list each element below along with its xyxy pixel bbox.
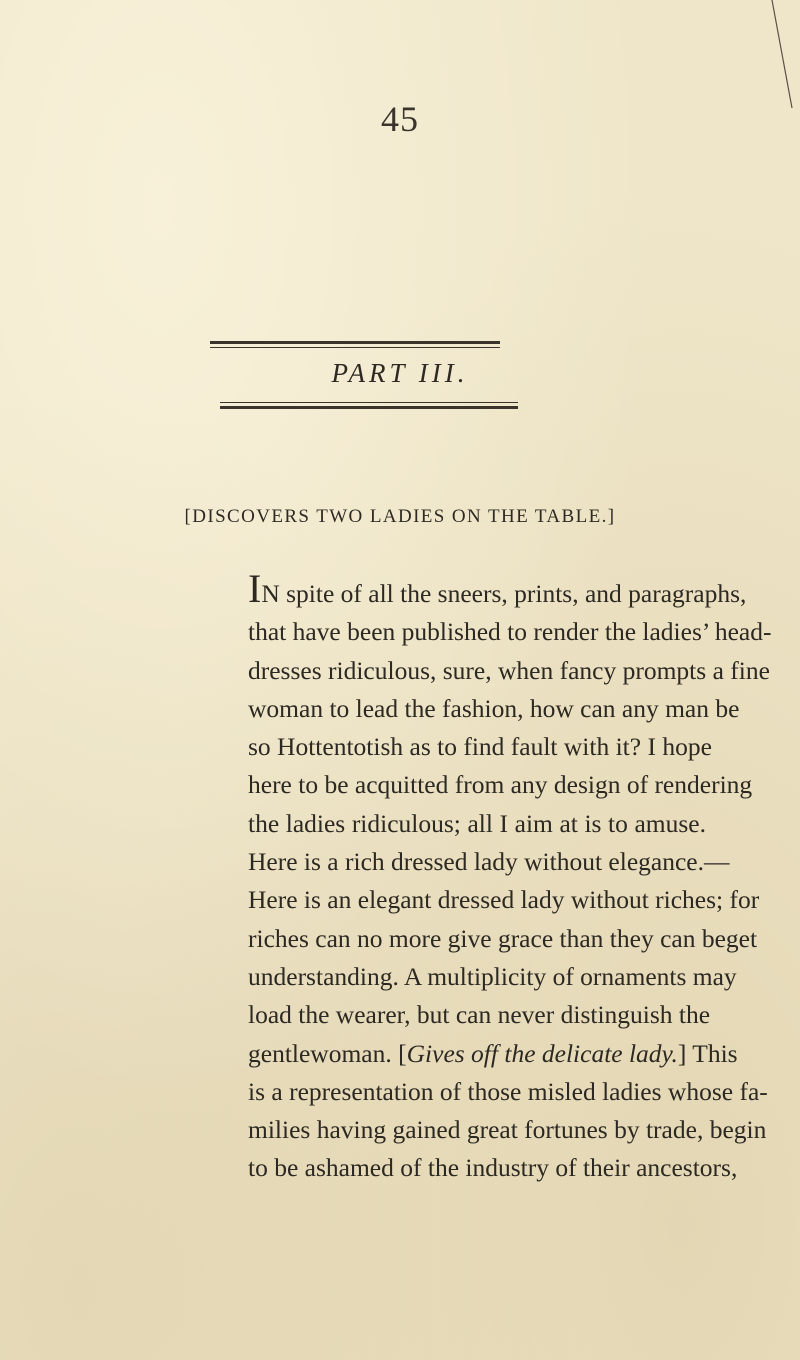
text-line-1: [248, 566, 747, 613]
text-line-16: to be ashamed of the industry of their ancestors,: [248, 1153, 738, 1183]
part-title: PART III.: [331, 358, 469, 388]
body-paragraph: [248, 566, 772, 1188]
bottom-double-rule: [220, 402, 518, 409]
line-13-after: ] This: [677, 1038, 738, 1068]
text-line-2: that have been published to render the ladies’ head-: [248, 617, 772, 647]
text-line-4: woman to lead the fashion, how can any man be: [248, 693, 740, 723]
stage-direction: [DISCOVERS TWO LADIES ON THE TABLE.]: [184, 506, 616, 527]
text-line-13: [248, 1035, 738, 1073]
text-line-7: the ladies ridiculous; all I aim at is to amuse.: [248, 808, 706, 838]
thick-rule: [210, 341, 500, 344]
corner-pencil-mark: [770, 0, 796, 110]
text-line-5: so Hottentotish as to find fault with it? I hope: [248, 732, 712, 762]
text-line-14: is a representation of those misled ladies whose fa-: [248, 1076, 768, 1106]
italic-stage-direction: Gives off the delicate lady.: [406, 1038, 678, 1068]
text-line-15: milies having gained great fortunes by trade, begin: [248, 1115, 767, 1145]
text-line-10: riches can no more give grace than they can beget: [248, 923, 758, 953]
text-line-11: understanding. A multiplicity of ornaments may: [248, 961, 737, 991]
text-line-6: here to be acquitted from any design of rendering: [248, 770, 753, 800]
thin-rule: [210, 347, 500, 348]
text-line-8: Here is a rich dressed lady without elegance.—: [248, 847, 730, 877]
text-line-9: Here is an elegant dressed lady without riches; for: [248, 885, 760, 915]
text-line-12: load the wearer, but can never distinguish the: [248, 1000, 711, 1030]
top-double-rule: [210, 341, 500, 348]
initial-word-rest: N: [261, 579, 280, 608]
initial-letter: I: [248, 566, 262, 611]
line-13-before: gentlewoman. [: [248, 1038, 407, 1068]
line-1-rest: spite of all the sneers, prints, and paragraphs,: [279, 579, 747, 608]
thick-rule: [220, 406, 518, 409]
thin-rule: [220, 402, 518, 403]
page-number: 45: [381, 99, 419, 139]
text-line-3: dresses ridiculous, sure, when fancy prompts a fine: [248, 655, 770, 685]
